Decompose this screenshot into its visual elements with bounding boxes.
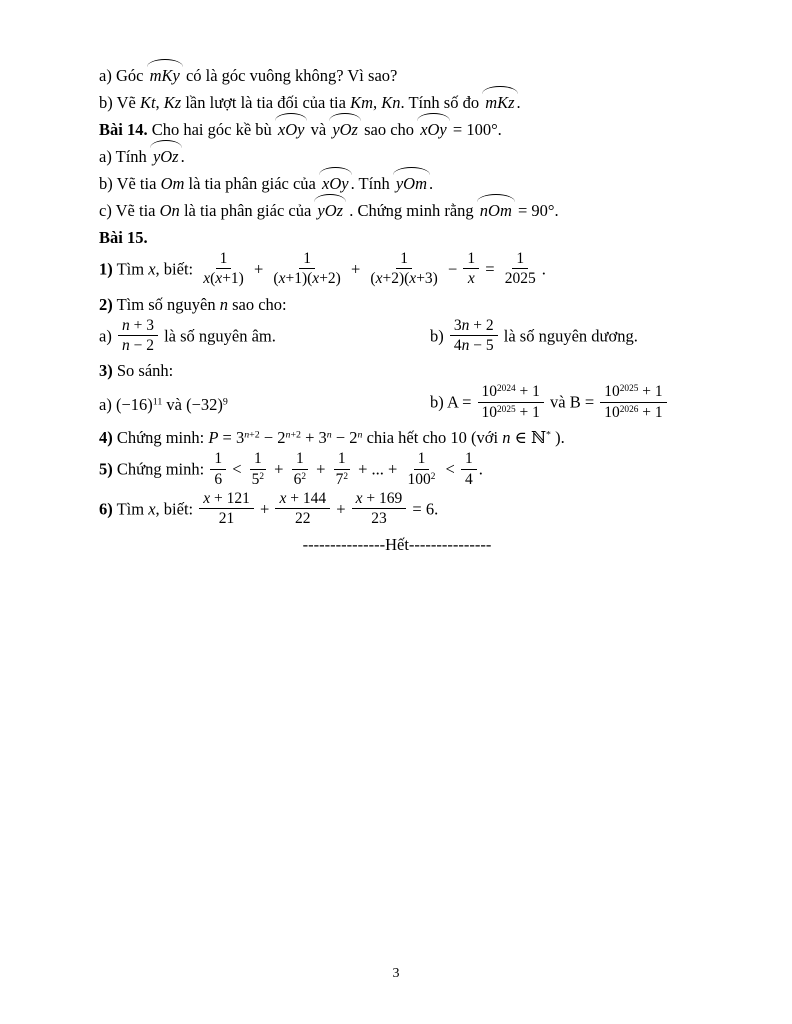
fraction-denominator [210,470,226,488]
angle-arc: xOy [320,170,351,197]
text-run: 2024 [497,384,516,395]
power-base [531,428,546,447]
text-line [99,451,695,491]
text-run: là số nguyên dương. [499,326,638,346]
text-run: 2025 [497,404,516,415]
text-run: 1 [253,450,262,468]
text-run: b) A = [430,393,476,413]
math-variable: n [502,428,511,448]
text-run: ---------------Hết--------------- [302,534,492,554]
text-run: 2 [301,471,307,482]
power-expression [319,428,332,447]
fraction [199,250,248,288]
text-run: * [546,429,551,441]
math-variable: x [467,270,475,288]
math-variable: P [208,428,219,448]
power-expression [186,395,228,414]
text-run: + [249,259,268,279]
text-run: +2) [319,270,341,288]
power-expression [336,471,348,488]
text-run: = [481,259,499,279]
text-run: 3 [235,428,245,448]
exponent [259,471,264,481]
text-line [99,424,695,451]
text-run: + 2 [469,316,494,334]
text-run: là tia phân giác của [179,201,316,220]
column-left [99,318,430,358]
worksheet-content [99,62,695,558]
fraction [332,450,352,488]
text-run: + 1 [515,403,540,421]
text-run: = 90°. [513,201,559,220]
exponent [286,430,301,441]
text-run: 4 [464,470,473,488]
fraction [403,450,439,488]
fraction-numerator [216,250,232,269]
fraction [118,317,158,355]
math-variable: Kz [163,93,182,112]
text-run: +1)( [285,270,313,288]
text-run: a) [99,394,116,414]
page-number: 3 [392,966,400,981]
math-variable: x [312,270,320,288]
text-run: +2)( [382,270,410,288]
text-run: 10 [481,403,498,421]
fraction-denominator [291,509,315,527]
fraction [352,490,407,528]
text-run: . [516,93,521,112]
fraction [478,383,544,421]
fraction [600,383,666,421]
fraction-numerator [118,317,158,336]
exponent [223,396,228,407]
math-variable: x [409,270,417,288]
power-base [277,428,285,447]
bold-label: 3) [99,361,113,381]
power-expression [116,395,162,414]
math-variable: x [203,270,211,288]
fraction [366,250,441,288]
text-run: 2025 [504,270,536,288]
text-run: + 1 [638,403,663,421]
text-run: 1 [337,450,346,468]
power-expression [236,428,260,447]
fraction [275,490,330,528]
fraction-denominator [290,470,310,488]
fraction-numerator [512,250,528,269]
power-expression [482,383,516,400]
fraction-denominator [199,269,248,287]
text-run: +3) [416,270,438,288]
text-run: 2025 [619,384,639,395]
text-run: < [441,459,459,479]
text-run: 3 [318,428,327,448]
power-expression [277,428,301,447]
text-run: 10 [604,403,620,421]
text-run: 1 [295,450,304,468]
text-run: ∈ [510,428,531,448]
text-run: có là góc vuông không? Vì sao? [181,66,398,85]
power-base [482,404,498,421]
text-run: và [306,120,331,139]
text-run: 1 [417,450,426,468]
fraction [199,490,254,528]
text-run: 4 [453,337,462,355]
text-run: Tìm [112,499,149,519]
text-run: . [478,459,483,479]
exponent [431,471,436,481]
text-run: So sánh: [112,361,174,381]
fraction-denominator [501,269,540,287]
exponent [153,396,163,407]
fraction-denominator [118,336,158,354]
text-run: . Tính [350,174,394,193]
text-run: 9 [222,396,228,408]
fraction-numerator [461,450,477,469]
exponent [620,384,639,394]
text-run: + 121 [210,489,250,507]
exponent [343,471,348,481]
text-run: + [255,499,274,519]
text-run: b) Vẽ tia [99,174,161,193]
fraction-numerator [600,383,666,402]
text-run: + [346,259,365,279]
power-expression [349,428,362,447]
fraction-denominator [332,470,352,488]
fraction-numerator [299,250,315,269]
text-run: Cho hai góc kề bù [147,120,276,139]
angle-arc: xOy [276,116,307,143]
math-variable: x [148,259,156,279]
angle-arc: yOz [330,116,360,143]
math-variable: On [159,201,180,220]
fraction [290,450,310,488]
text-run: c) Vẽ tia [99,201,160,220]
bold-label: 2) [99,294,113,314]
text-line [99,318,695,358]
text-line [99,170,695,197]
text-line [99,116,695,143]
text-run: . Tính số đo [400,93,484,112]
text-run: 6 [214,470,223,488]
math-variable: n [326,429,332,441]
text-run: ℕ [530,428,547,448]
text-run: ( [370,270,376,288]
text-run: + 169 [362,489,403,507]
text-line [99,224,695,251]
text-line [99,197,695,224]
exponent [620,405,639,415]
bold-label: Bài 14. [99,120,148,139]
fraction [210,450,226,488]
power-base [186,395,223,414]
math-variable: Km [350,93,374,112]
text-run: +2 [290,429,301,441]
text-run: ( [273,270,279,288]
fraction-numerator [199,490,254,509]
text-run: . [180,147,185,166]
fraction-denominator [478,403,544,421]
text-run: b) Vẽ [99,93,140,112]
text-run: 21 [218,510,235,528]
fraction-denominator [367,509,391,527]
text-run: . [429,174,434,193]
bold-label: 6) [99,499,113,519]
exponent [301,471,306,481]
fraction-denominator [366,269,441,287]
text-run: 7 [335,470,344,488]
fraction-numerator [396,250,412,269]
text-run: 2 [430,471,436,482]
text-run: 2 [277,428,286,448]
fraction-denominator [248,470,268,488]
angle-arc: yOz [151,143,181,170]
math-variable: x [148,499,156,519]
column-left [99,391,430,418]
math-variable: n [285,429,291,441]
text-run: − 5 [469,337,494,355]
text-run: 1 [516,250,525,267]
math-variable: Om [160,174,185,193]
text-line [99,491,695,531]
text-run: − 2 [129,337,154,355]
fraction-denominator [450,336,498,354]
math-variable: Kn [381,93,401,112]
text-line [99,143,695,170]
text-run: chia hết cho 10 (với [362,428,503,448]
math-variable: n [219,294,228,314]
fraction-numerator [463,250,479,269]
power-base [319,428,327,447]
power-expression [407,471,435,488]
text-run: + [312,459,330,479]
text-run: , [373,93,382,112]
fraction [461,450,477,488]
text-run: , biết: [155,259,198,279]
fraction-denominator [215,509,239,527]
text-run: 22 [295,510,311,528]
power-expression [531,428,551,447]
fraction-denominator [600,403,666,421]
angle-arc: xOy [418,116,449,143]
power-expression [604,383,638,400]
fraction-numerator [250,450,266,469]
fraction-numerator [292,450,308,469]
math-variable: x [375,270,383,288]
text-run: Tìm số nguyên [112,294,220,314]
power-expression [294,471,306,488]
text-run: 1 [214,450,223,468]
bold-label: 1) [99,259,113,279]
text-run: Tìm [112,259,149,279]
text-run: ). [550,428,565,448]
text-line [99,62,695,89]
text-run: 23 [371,510,387,528]
power-base [236,428,244,447]
text-run: và [162,394,187,414]
column-right [430,384,695,424]
het-divider [99,531,695,558]
text-run: và B = [545,393,599,413]
text-run: 10 [604,383,620,401]
text-line [99,384,695,424]
text-run: + [300,428,319,448]
text-run: + ... + [353,459,402,479]
text-run: 1 [467,250,476,267]
text-run: 2 [349,428,358,448]
fraction-numerator [414,450,430,469]
text-run: , biết: [155,499,198,519]
text-run: + 144 [286,489,327,507]
text-run: + 1 [638,383,663,401]
power-base [482,383,498,400]
fraction-denominator [464,269,479,287]
math-variable: n [244,429,250,441]
power-expression [252,471,264,488]
power-base [604,383,620,400]
fraction-numerator [210,450,226,469]
fraction-numerator [352,490,407,509]
text-run: 2026 [619,404,639,415]
text-run: 2 [259,471,265,482]
fraction-numerator [450,317,498,336]
math-variable: x [279,489,287,507]
text-run: + 1 [515,383,540,401]
text-run: − [443,259,462,279]
math-variable: n [461,337,470,355]
bold-label: 5) [99,459,113,479]
fraction [501,250,540,288]
text-run: +1) [222,270,244,288]
fraction-numerator [478,383,544,402]
text-run: a) Tính [99,147,151,166]
fraction [450,317,498,355]
power-base [604,404,620,421]
exponent [497,405,516,415]
math-variable: x [215,270,223,288]
text-run: 3 [453,316,462,334]
angle-arc: yOz [315,197,345,224]
text-run: a) [99,326,116,346]
text-run: 2 [343,471,348,482]
fraction-denominator [461,470,477,488]
text-run: Chứng minh: [112,459,209,479]
text-run: , [155,93,164,112]
text-run: là tia phân giác của [184,174,321,193]
text-run: Chứng minh: [112,428,209,448]
text-run: a) Góc [99,66,148,85]
fraction [269,250,344,288]
angle-arc: yOm [394,170,429,197]
math-variable: x [203,489,211,507]
text-run: là số nguyên âm. [159,326,276,346]
text-run: sao cho: [227,294,287,314]
text-run: +2 [249,429,260,441]
text-run: + 3 [129,316,154,334]
fraction-numerator [275,490,330,509]
text-run: b) [430,326,448,346]
text-run: 1 [464,450,473,468]
text-run: 11 [152,396,163,408]
text-run: = 100°. [448,120,502,139]
text-run: < [228,459,246,479]
text-line [99,251,695,291]
text-run: 100 [407,470,431,488]
text-run: + [332,499,350,519]
text-run: 1 [219,250,228,267]
text-run: ( [210,270,216,288]
text-run: lần lượt là tia đối của tia [181,93,351,112]
text-run: − [331,428,350,448]
angle-arc: mKy [148,62,182,89]
text-line [99,357,695,384]
math-variable: x [355,489,363,507]
text-run: 10 [481,383,498,401]
angle-arc: nOm [478,197,514,224]
text-run: (−16) [115,394,153,414]
text-line [99,291,695,318]
math-variable: Kt [139,93,156,112]
power-expression [604,404,638,421]
text-run: 1 [400,250,408,267]
power-base [116,395,153,414]
text-run: = [218,428,236,448]
exponent [497,384,516,394]
power-expression [482,404,516,421]
fraction-denominator [269,269,344,287]
fraction-denominator [403,470,439,488]
text-run: + [270,459,288,479]
math-variable: n [121,316,130,334]
math-variable: n [357,429,363,441]
power-base [407,471,430,488]
text-run: sao cho [359,120,419,139]
math-variable: n [121,337,130,355]
power-base [349,428,357,447]
fraction [463,250,479,288]
bold-label: 4) [99,428,113,448]
text-run: . Chứng minh rằng [345,201,478,220]
angle-arc: mKz [483,89,516,116]
bold-label: Bài 15. [99,228,148,247]
text-line [99,89,695,116]
text-run: . [541,259,546,279]
fraction [248,450,268,488]
fraction-numerator [334,450,350,469]
text-run: = 6. [408,499,439,519]
math-variable: x [278,270,286,288]
text-run: 5 [251,470,260,488]
math-variable: n [461,316,470,334]
exponent [244,430,259,441]
column-right [430,318,695,358]
text-run: 6 [293,470,302,488]
text-run: (−32) [186,394,223,414]
text-run: − [259,428,278,448]
text-run: 1 [303,250,311,267]
